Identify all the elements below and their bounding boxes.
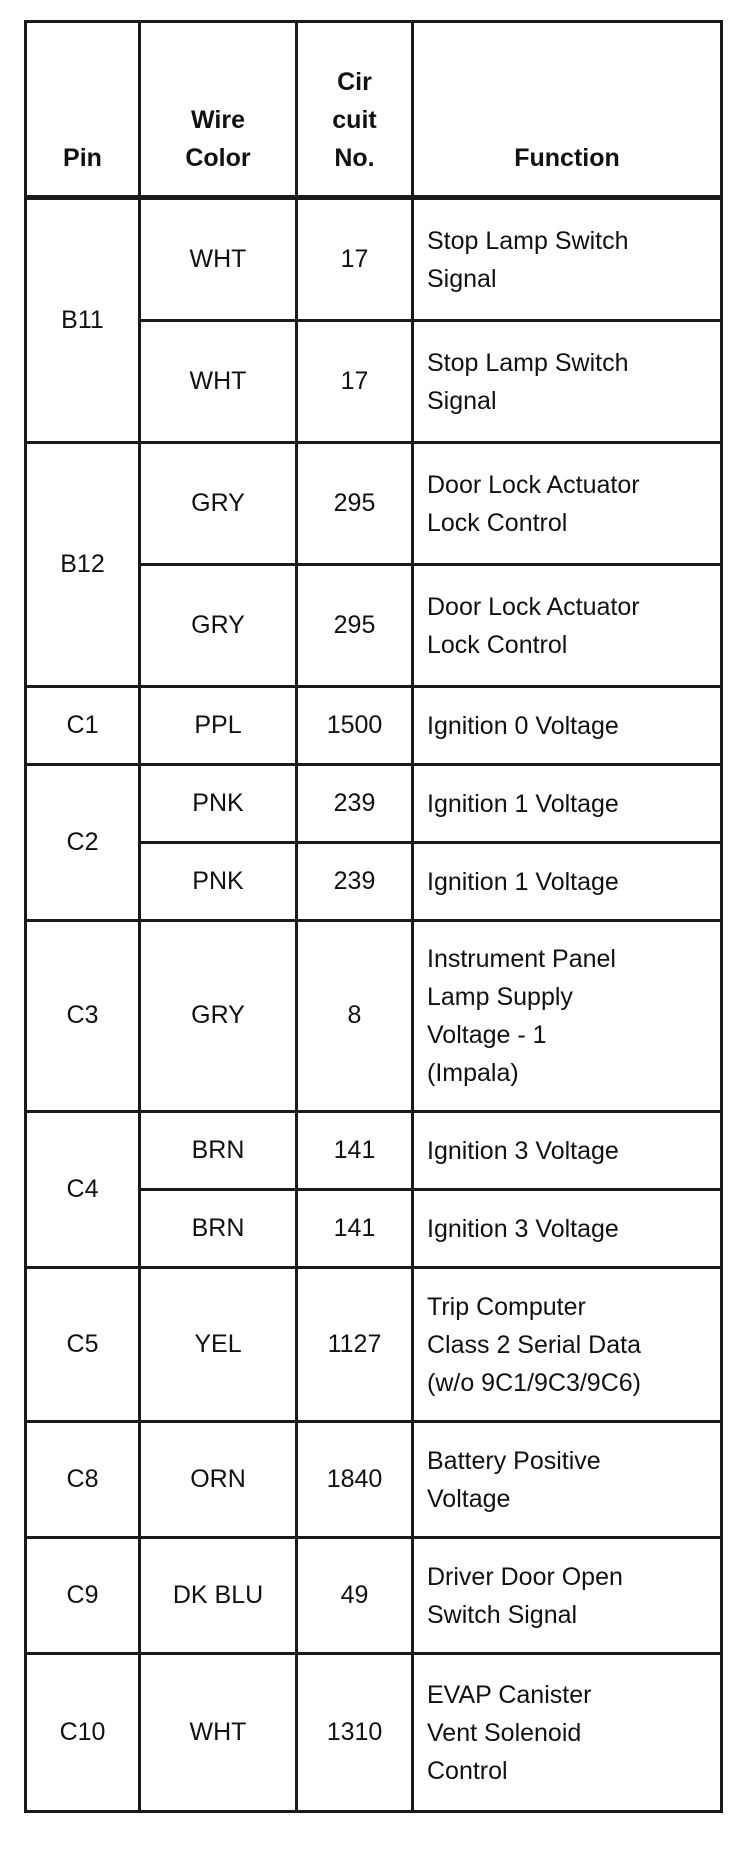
wire-color-cell: DK BLU: [140, 1538, 297, 1654]
wire-color-cell: BRN: [140, 1112, 297, 1190]
wire-color-cell: PNK: [140, 843, 297, 921]
pin-cell: B12: [26, 443, 140, 687]
table-row: [26, 1268, 722, 1422]
circuit-cell: 17: [297, 321, 413, 443]
table-row: [26, 1422, 722, 1538]
function-cell: Ignition 1 Voltage: [413, 765, 722, 843]
wire-color-cell: WHT: [140, 1654, 297, 1812]
function-cell: Ignition 0 Voltage: [413, 687, 722, 765]
circuit-cell: 8: [297, 921, 413, 1112]
table-row: [26, 1112, 722, 1190]
function-cell: Stop Lamp Switch Signal: [413, 198, 722, 321]
circuit-cell: 1310: [297, 1654, 413, 1812]
pin-cell: C3: [26, 921, 140, 1112]
circuit-cell: 17: [297, 198, 413, 321]
header-function: Function: [413, 22, 722, 198]
circuit-cell: 1840: [297, 1422, 413, 1538]
table-row: [26, 687, 722, 765]
pin-cell: C5: [26, 1268, 140, 1422]
circuit-cell: 1127: [297, 1268, 413, 1422]
pin-cell: C2: [26, 765, 140, 921]
pin-cell: C9: [26, 1538, 140, 1654]
circuit-cell: 49: [297, 1538, 413, 1654]
header-wire-color: Wire Color: [140, 22, 297, 198]
function-cell: Ignition 3 Voltage: [413, 1190, 722, 1268]
pinout-sheet: [24, 20, 720, 1813]
table-row: [26, 765, 722, 843]
function-cell: Driver Door Open Switch Signal: [413, 1538, 722, 1654]
wire-color-cell: GRY: [140, 443, 297, 565]
function-cell: Ignition 1 Voltage: [413, 843, 722, 921]
header-row: [26, 22, 722, 198]
pin-cell: B11: [26, 198, 140, 443]
table-row: [26, 1654, 722, 1812]
function-cell: Ignition 3 Voltage: [413, 1112, 722, 1190]
circuit-cell: 141: [297, 1112, 413, 1190]
table-row: [26, 198, 722, 321]
header-pin: Pin: [26, 22, 140, 198]
table-row: [26, 443, 722, 565]
function-cell: Battery Positive Voltage: [413, 1422, 722, 1538]
function-cell: Door Lock Actuator Lock Control: [413, 565, 722, 687]
circuit-cell: 295: [297, 565, 413, 687]
circuit-cell: 295: [297, 443, 413, 565]
function-cell: Door Lock Actuator Lock Control: [413, 443, 722, 565]
wire-color-cell: ORN: [140, 1422, 297, 1538]
function-cell: Instrument Panel Lamp Supply Voltage - 1 (Impala): [413, 921, 722, 1112]
circuit-cell: 141: [297, 1190, 413, 1268]
header-circuit-no: Cir cuit No.: [297, 22, 413, 198]
table-row: [26, 921, 722, 1112]
circuit-cell: 1500: [297, 687, 413, 765]
pin-cell: C4: [26, 1112, 140, 1268]
wire-color-cell: PNK: [140, 765, 297, 843]
wire-color-cell: WHT: [140, 198, 297, 321]
wire-color-cell: GRY: [140, 921, 297, 1112]
function-cell: Trip Computer Class 2 Serial Data (w/o 9C1/9C3/9C6): [413, 1268, 722, 1422]
connector-pinout-table: [24, 20, 723, 1813]
wire-color-cell: YEL: [140, 1268, 297, 1422]
wire-color-cell: GRY: [140, 565, 297, 687]
pin-cell: C1: [26, 687, 140, 765]
circuit-cell: 239: [297, 765, 413, 843]
wire-color-cell: PPL: [140, 687, 297, 765]
table-row: [26, 1538, 722, 1654]
wire-color-cell: WHT: [140, 321, 297, 443]
circuit-cell: 239: [297, 843, 413, 921]
wire-color-cell: BRN: [140, 1190, 297, 1268]
pin-cell: C8: [26, 1422, 140, 1538]
pin-cell: C10: [26, 1654, 140, 1812]
function-cell: Stop Lamp Switch Signal: [413, 321, 722, 443]
function-cell: EVAP Canister Vent Solenoid Control: [413, 1654, 722, 1812]
